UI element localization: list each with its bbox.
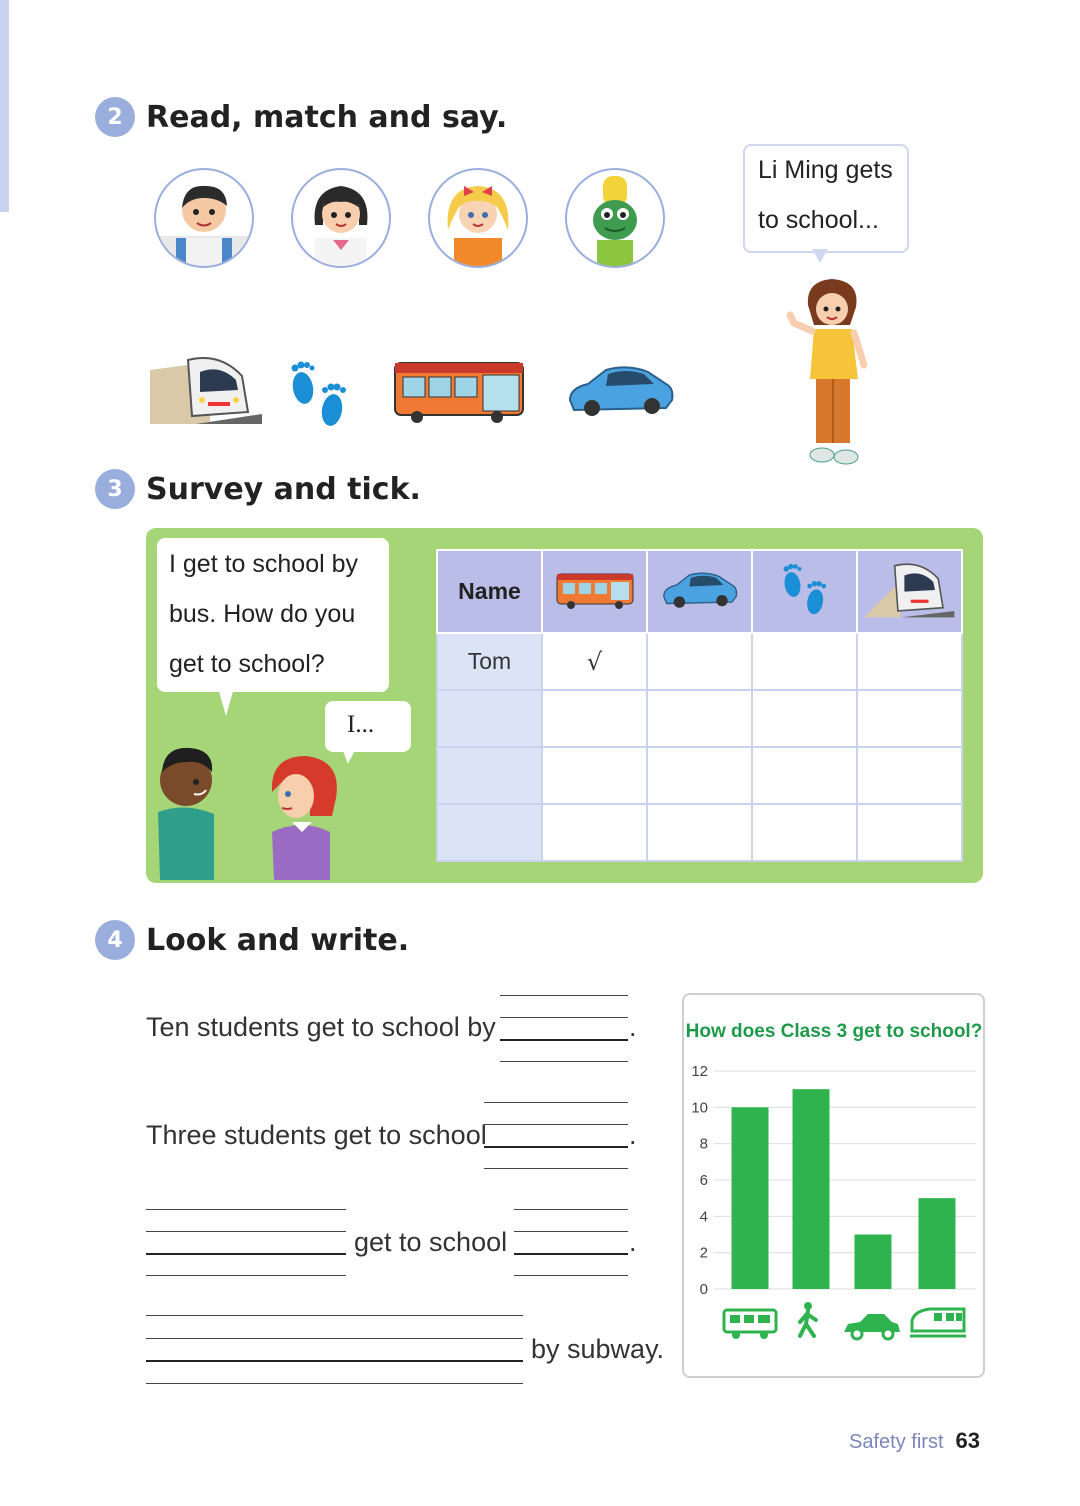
writing-guide-line (146, 1383, 523, 1384)
tick-cell-walk[interactable] (752, 633, 857, 690)
tick-cell-car[interactable] (647, 633, 752, 690)
bar-chart (684, 995, 983, 1376)
section-2-heading (95, 97, 507, 137)
tick-cell-car[interactable] (647, 804, 752, 861)
header-name (437, 550, 542, 633)
sentence-end: . (629, 1120, 637, 1150)
bubble-line-3: get to school? (169, 650, 325, 678)
bubble-text: I... (347, 711, 375, 738)
footer-label: Safety first (849, 1431, 944, 1453)
sentence-end: . (629, 1012, 637, 1042)
table-row (437, 747, 962, 804)
chart-title: How does Class 3 get to school? (685, 1021, 983, 1042)
bubble-line-1: I get to school by (169, 550, 359, 578)
tick-cell-bus[interactable]: √ (542, 633, 647, 690)
bar-car (855, 1235, 892, 1290)
header-name-label: Name (458, 578, 521, 604)
section-title: Look and write. (146, 922, 410, 958)
bus-icon (724, 1310, 776, 1339)
name-cell[interactable] (437, 804, 542, 861)
answer-line-2[interactable] (484, 1146, 628, 1148)
li-ming-speech-bubble (743, 144, 909, 253)
writing-guide-line (514, 1275, 628, 1276)
writing-guide-line (146, 1275, 346, 1276)
tick-cell-subway[interactable] (857, 747, 962, 804)
header-bus (542, 550, 647, 633)
table-row (437, 804, 962, 861)
tick-cell-bus[interactable] (542, 747, 647, 804)
car-icon (566, 360, 676, 426)
writing-guide-line (146, 1209, 346, 1210)
header-subway (857, 550, 962, 633)
sentence-2-text: Three students get to school (146, 1120, 487, 1150)
bar-walk (793, 1089, 830, 1289)
survey-table (436, 549, 963, 862)
tick-cell-subway[interactable] (857, 633, 962, 690)
section-number: 3 (95, 469, 135, 509)
sentence-1-text: Ten students get to school by (146, 1012, 496, 1042)
sentence-4-text: by subway. (531, 1334, 665, 1364)
writing-guide-line (146, 1338, 523, 1339)
car-icon (844, 1314, 900, 1339)
section-title: Survey and tick. (146, 471, 421, 507)
section-number: 2 (95, 97, 135, 137)
name-cell[interactable] (437, 747, 542, 804)
walking-person-icon (800, 1302, 816, 1336)
boy-figure (150, 740, 220, 884)
subway-train-icon (150, 354, 264, 430)
section-number: 4 (95, 920, 135, 960)
table-row (437, 633, 962, 690)
tick-cell-subway[interactable] (857, 690, 962, 747)
section-title: Read, match and say. (146, 99, 508, 135)
answer-line-3a[interactable] (146, 1253, 346, 1255)
table-row (437, 690, 962, 747)
tick-cell-walk[interactable] (752, 690, 857, 747)
writing-guide-line (484, 1124, 628, 1125)
boy-speech-bubble (157, 538, 389, 692)
train-icon (910, 1309, 966, 1336)
y-tick-label: 2 (699, 1244, 708, 1262)
car-icon (659, 568, 741, 612)
writing-guide-line (514, 1209, 628, 1210)
writing-guide-line (146, 1231, 346, 1232)
answer-line-1[interactable] (500, 1039, 628, 1041)
y-tick-label: 10 (691, 1099, 708, 1117)
writing-guide-line (500, 1017, 628, 1018)
name-cell: Tom (437, 633, 542, 690)
writing-guide-line (484, 1102, 628, 1103)
tick-cell-subway[interactable] (857, 804, 962, 861)
blonde-girl-avatar-icon (428, 168, 528, 268)
writing-guide-line (500, 995, 628, 996)
speech-tail (342, 748, 356, 764)
page-edge-bar (0, 0, 9, 212)
tick-cell-bus[interactable] (542, 690, 647, 747)
speech-tail (218, 688, 234, 716)
writing-guide-line (500, 1061, 628, 1062)
tick-cell-bus[interactable] (542, 804, 647, 861)
sentence-end: . (629, 1227, 637, 1257)
tick-cell-car[interactable] (647, 747, 752, 804)
bar-subway (919, 1198, 956, 1289)
header-walk (752, 550, 857, 633)
boy-avatar-icon (154, 168, 254, 268)
y-tick-label: 4 (699, 1208, 708, 1226)
writing-guide-line (514, 1231, 628, 1232)
sentence-3-text: get to school (354, 1227, 508, 1257)
chart-container (682, 993, 985, 1378)
girl-avatar-icon (291, 168, 391, 268)
bubble-line-2: bus. How do you (169, 600, 356, 628)
girl-speech-bubble (325, 701, 411, 752)
y-tick-label: 6 (699, 1172, 708, 1189)
answer-line-3b[interactable] (514, 1253, 628, 1255)
tick-cell-walk[interactable] (752, 747, 857, 804)
writing-guide-line (484, 1168, 628, 1169)
section-3-heading (95, 469, 421, 509)
answer-line-4[interactable] (146, 1360, 523, 1362)
y-tick-label: 0 (699, 1281, 708, 1298)
y-tick-label: 12 (691, 1063, 708, 1080)
bus-icon (393, 359, 527, 427)
y-tick-label: 8 (699, 1135, 708, 1153)
tick-cell-walk[interactable] (752, 804, 857, 861)
section-4-heading (95, 920, 409, 960)
speech-tail (812, 249, 828, 263)
subway-train-icon (864, 561, 956, 619)
header-car (647, 550, 752, 633)
bus-icon (555, 570, 635, 610)
li-ming-girl-figure (786, 275, 876, 475)
page-footer (849, 1428, 980, 1454)
speech-line-1: Li Ming gets (758, 156, 893, 184)
footprints-icon (287, 360, 351, 434)
dinosaur-avatar-icon (565, 168, 665, 268)
bar-bus (732, 1107, 769, 1289)
red-hair-girl-figure (262, 752, 342, 884)
footprints-icon (780, 560, 830, 620)
writing-guide-line (146, 1315, 523, 1316)
speech-line-2: to school... (758, 206, 879, 234)
page-number: 63 (955, 1428, 980, 1453)
tick-cell-car[interactable] (647, 690, 752, 747)
name-cell[interactable] (437, 690, 542, 747)
